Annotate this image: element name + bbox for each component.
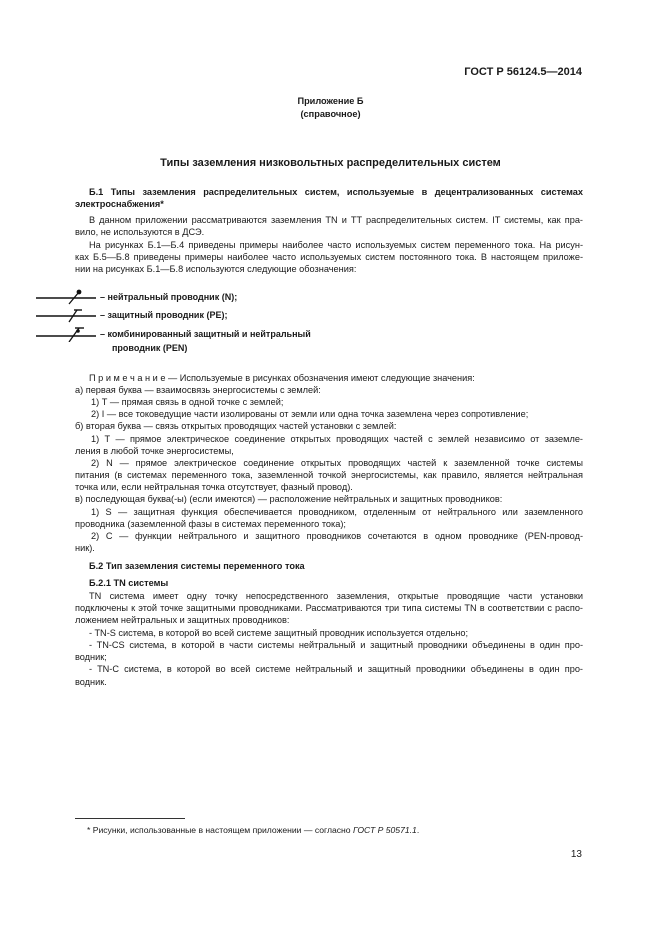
note-item-b2-cont1: питания (в системах переменного тока, заземленной точкой энергосистемы, как правило, является нейтральная [75, 470, 583, 480]
tn-list-item-2: - TN-CS система, в которой в части системы нейтральный и защитный проводники объединены в один про- [89, 640, 583, 650]
tn-list-item-1: - TN-S система, в которой во всей системе защитный проводник используется отдельно; [89, 628, 469, 638]
legend-pen-label-cont: проводник (PEN) [112, 343, 188, 353]
b21-paragraph: TN система имеет одну точку непосредственного заземления, открытые проводящие части установки [89, 591, 583, 601]
tn-list-item-3: - TN-C система, в которой во всей системе нейтральный и защитный проводники объединены в один про- [89, 664, 583, 674]
section-b2-heading: Б.2 Тип заземления системы переменного тока [89, 561, 305, 571]
note-item-c1: 1) S — защитная функция обеспечивается проводником, отделенным от нейтрального или заземленного [91, 507, 583, 517]
page-title: Типы заземления низковольтных распределительных систем [160, 157, 501, 169]
pen-conductor-icon [36, 326, 96, 342]
appendix-label: Приложение Б [297, 96, 364, 106]
note-item-c2-cont: ник). [75, 543, 95, 553]
b21-paragraph-cont1: подключены к этой точке защитными проводниками. Рассматриваются три типа системы TN в соответствии с распо- [75, 603, 583, 613]
note-intro: П р и м е ч а н и е — Используемые в рисунках обозначения имеют следующие значения: [89, 373, 475, 383]
protective-conductor-icon [36, 307, 96, 323]
section-b21-heading: Б.2.1 TN системы [89, 578, 169, 588]
footnote-end: . [416, 825, 420, 835]
b1-paragraph-2-cont1: ках Б.5—Б.8 приведены примеры наиболее часто используемых систем постоянного тока. В настоящем приложе- [75, 252, 583, 262]
b1-paragraph-1-cont: вило, не используются в ДСЭ. [75, 227, 205, 237]
footnote [87, 825, 419, 835]
note-item-a1: 1) Т — прямая связь в одной точке с землей; [91, 397, 284, 407]
tn-list-item-3-cont: водник. [75, 677, 107, 687]
section-b1-heading-cont: электроснабжения* [75, 199, 164, 209]
note-item-b2-cont2: точка или, если нейтральная точка отсутствует, фазный провод). [75, 482, 353, 492]
legend-protective [36, 307, 227, 323]
note-item-b1: 1) Т — прямое электрическое соединение открытых проводящих частей с землей независимо от заземле- [91, 434, 583, 444]
neutral-conductor-icon [36, 289, 96, 305]
note-item-c1-cont: проводника (заземленной фазы в системах переменного тока); [75, 519, 346, 529]
legend-neutral [36, 289, 237, 305]
b1-paragraph-1: В данном приложении рассматриваются заземления TN и TT распределительных систем. IT системы, как пра- [89, 215, 583, 225]
page-number: 13 [570, 849, 582, 860]
legend-protective-label: – защитный проводник (PE); [100, 309, 228, 320]
footnote-separator [75, 818, 185, 819]
section-b1-heading: Б.1 Типы заземления распределительных систем, используемые в децентрализованных системах [89, 187, 583, 197]
note-item-b: б) вторая буква — связь открытых проводящих частей установки с землей: [75, 421, 397, 431]
note-item-c: в) последующая буква(-ы) (если имеются) — расположение нейтральных и защитных проводников: [75, 494, 503, 504]
note-item-b1-cont: ления в любой точке энергосистемы, [75, 446, 234, 456]
legend-pen-label: – комбинированный защитный и нейтральный [100, 328, 311, 339]
tn-list-item-2-cont: водник; [75, 652, 107, 662]
footnote-text: * Рисунки, использованные в настоящем приложении — согласно [87, 825, 353, 835]
note-item-c2: 2) С — функции нейтрального и защитного проводников сочетаются в одном проводнике (PEN-провод- [91, 531, 583, 541]
b1-paragraph-2: На рисунках Б.1—Б.4 приведены примеры наиболее часто используемых систем переменного тока. На рисун- [89, 240, 583, 250]
b21-paragraph-cont2: ложением нейтральных и защитных проводников: [75, 615, 290, 625]
b1-paragraph-2-cont2: нии на рисунках Б.1—Б.8 используются следующие обозначения: [75, 264, 357, 274]
legend-pen [36, 326, 311, 342]
note-item-a2: 2) I — все токоведущие части изолированы от земли или одна точка заземлена через сопротивление; [91, 409, 529, 419]
note-item-a: а) первая буква — взаимосвязь энергосистемы с землей: [75, 385, 321, 395]
document-number: ГОСТ Р 56124.5—2014 [464, 66, 582, 78]
footnote-reference: ГОСТ Р 50571.1 [352, 825, 417, 835]
note-item-b2: 2) N — прямое электрическое соединение открытых проводящих частей к заземленной точке системы [91, 458, 583, 468]
appendix-type: (справочное) [300, 109, 361, 119]
legend-neutral-label: – нейтральный проводник (N); [100, 291, 238, 302]
